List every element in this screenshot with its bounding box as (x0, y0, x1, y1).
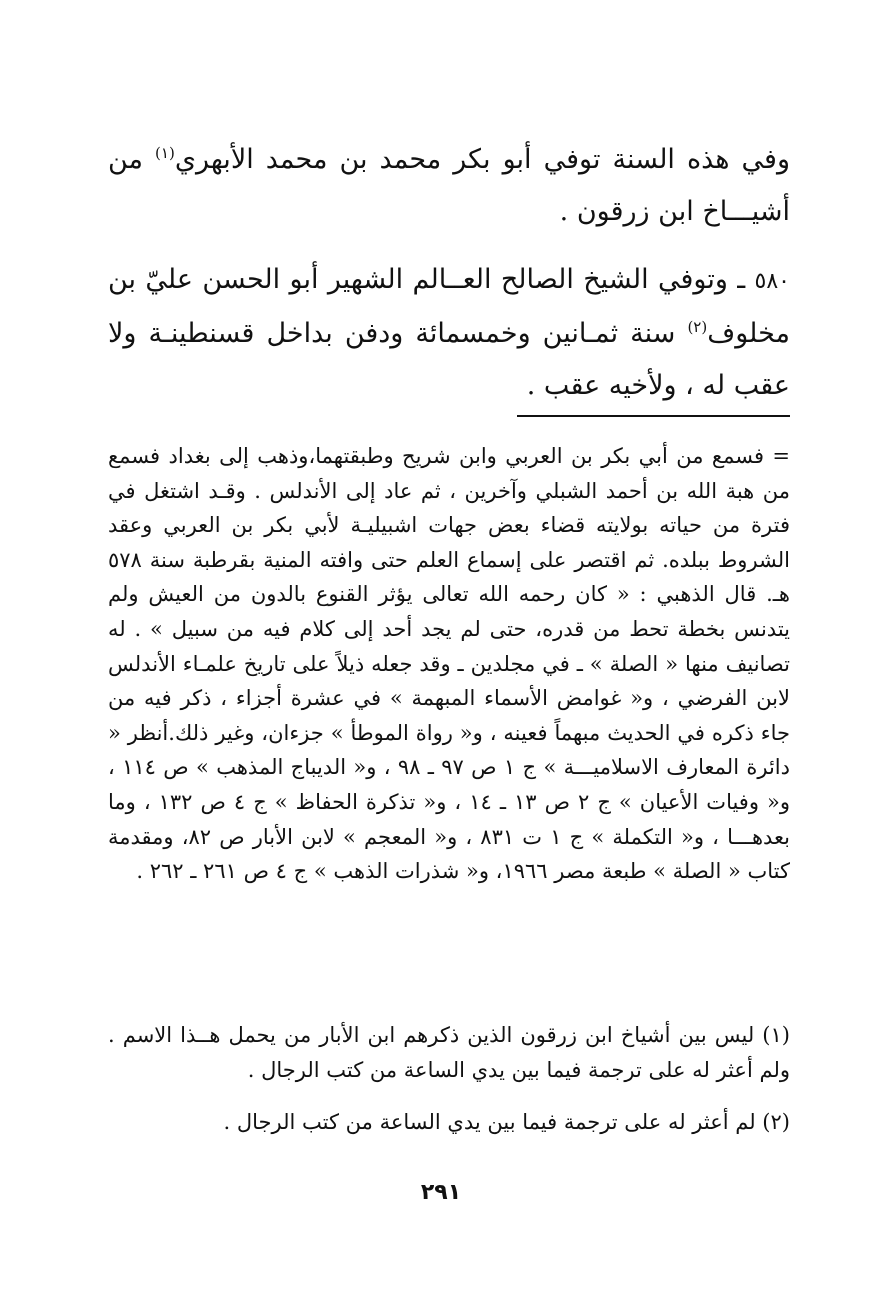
footnote-reference-2: (٢) (687, 318, 708, 336)
entry-number: ٥٨٠ (754, 269, 790, 294)
footnote-continuation: = فسمع من أبي بكر بن العربي وابن شريح وطبقتهما،وذهب إلى بغداد فسمع من هبة الله بن أحمد الشبلي وآخرين ، ثم عاد إلى الأندلس . وقـد اشتغل في فترة من حياته بولايته قضاء بعض جهات اشبيليـة لأبي بكر بن العربي وعقد الشروط ببلده. ثم اقتصر على إسماع العلم حتى وافته المنية بقرطبة سنة ٥٧٨ هـ. قال الذهبي : « كان رحمه الله تعالى يؤثر القنوع بالدون من العيش ولم يتدنس بخطة تحط من قدره، حتى لم يجد أحد إلى كلام فيه من سبيل » . له تصانيف منها « الصلة » ـ في مجلدين ـ وقد جعله ذيلاً على تاريخ علمـاء الأندلس لابن الفرضي ، و« غوامض الأسماء المبهمة » في عشرة أجزاء ، ذكر فيه من جاء ذكره في الحديث مبهماً فعينه ، و« رواة الموطأ » جزءان، وغير ذلك.أنظر « دائرة المعارف الاسلاميـــة » ج ١ ص ٩٧ ـ ٩٨ ، و« الديباج المذهب » ص ١١٤ ، و« وفيات الأعيان » ج ٢ ص ١٣ ـ ١٤ ، و« تذكرة الحفاظ » ج ٤ ص ١٣٢ ، وما بعدهـــا ، و« التكملة » ج ١ ت ٨٣١ ، و« المعجم » لابن الأبار ص ٨٢، ومقدمة كتاب « الصلة » طبعة مصر ١٩٦٦، و« شذرات الذهب » ج ٤ ص ٢٦١ ـ ٢٦٢ . (108, 444, 791, 884)
main-paragraph-1 (108, 134, 790, 238)
paragraph-2-text-start: ـ وتوفي الشيخ الصالح العــالم الشهير أبو الحسن عليّ بن مخلوف (108, 264, 790, 349)
paragraph-1-text-end: من أشيـــاخ ابن زرقون . (108, 144, 790, 227)
footnote-reference-1: (١) (155, 144, 175, 162)
paragraph-1-text-start: وفي هذه السنة توفي أبو بكر محمد بن محمد الأبهري (174, 144, 790, 175)
page-number: ٢٩١ (420, 1180, 462, 1205)
footnote-divider (517, 415, 790, 417)
footnote-2: (٢) لم أعثر له على ترجمة فيما بين يدي الساعة من كتب الرجال . (223, 1110, 790, 1134)
footnote-1: (١) ليس بين أشياخ ابن زرقون الذين ذكرهم ابن الأبار من يحمل هــذا الاسم . ولم أعثر له على ترجمة فيما بين يدي الساعة من كتب الرجال . (108, 1023, 790, 1082)
main-paragraph-2 (108, 254, 790, 412)
paragraph-2-text-end: سنة ثمـانين وخمسمائة ودفن بداخل قسنطينـة ولا عقب له ، ولأخيه عقب . (108, 318, 790, 401)
